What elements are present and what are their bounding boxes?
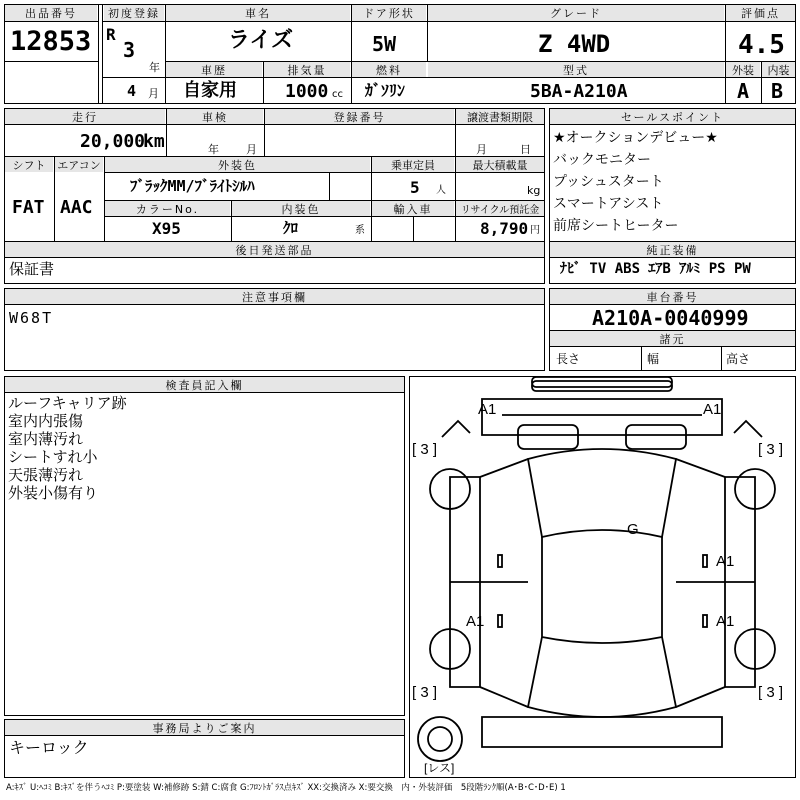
mark-front-left: A1: [478, 401, 497, 418]
recycle-fee-label: リサイクル預託金: [456, 201, 544, 216]
sales-point-item: スマートアシスト: [553, 196, 664, 212]
mark-tire-rear-right: [ 3 ]: [758, 684, 784, 701]
lot-number-value: 12853: [10, 26, 92, 57]
notes-label: 注意事項欄: [5, 289, 544, 304]
inspector-line: ルーフキャリア跡: [8, 394, 127, 412]
specifications-label: 諸元: [550, 331, 795, 346]
mark-left-rear: A1: [466, 613, 485, 630]
sales-point-item: 前席シートヒーター: [553, 218, 679, 234]
notes-value: W68T: [9, 309, 54, 327]
score-label: 評価点: [726, 5, 795, 21]
damage-diagram: [409, 376, 796, 778]
inspector-line: 室内薄汚れ: [8, 430, 84, 448]
equipment-value: ﾅﾋﾞ TV ABS ｴｱB ｱﾙﾐ PS PW: [560, 261, 751, 277]
sales-point-item: バックモニター: [553, 152, 651, 168]
mark-roof: G: [627, 521, 639, 538]
sales-point-item: プッシュスタート: [553, 174, 664, 190]
car-outline-icon: [410, 377, 795, 777]
capacity-unit: 人: [436, 185, 446, 196]
fuel-label: 燃料: [352, 62, 426, 77]
later-parts-value: 保証書: [9, 260, 55, 278]
score-value: 4.5: [738, 30, 785, 60]
aircon-label: エアコン: [55, 157, 103, 172]
month-value: 4: [127, 82, 137, 100]
recycle-fee-value: 8,790: [480, 219, 529, 238]
max-load-unit: kg: [527, 184, 541, 197]
equipment-label: 純正装備: [550, 242, 795, 257]
mark-right-rear: A1: [716, 613, 735, 630]
model-label: 型式: [428, 62, 724, 77]
sales-point-item: ★オークションデビュー★: [553, 130, 718, 146]
inspection-label: 車検: [167, 109, 263, 124]
color-number-value: X95: [152, 219, 181, 238]
exterior-color-label: 外装色: [105, 157, 370, 172]
mark-spare: [レス]: [424, 761, 455, 775]
lot-number-label: 出品番号: [5, 5, 97, 21]
interior-color-unit: 系: [355, 225, 365, 236]
mark-tire-front-left: [ 3 ]: [412, 441, 438, 458]
door-label: ドア形状: [352, 5, 426, 21]
month-unit: 月: [148, 87, 159, 100]
grade-value: Z 4WD: [538, 30, 611, 58]
inspector-line: 室内内張傷: [8, 412, 84, 430]
model-value: 5BA-A210A: [530, 81, 628, 102]
transfer-day-unit: 日: [520, 143, 531, 156]
inspection-year-unit: 年: [208, 143, 219, 156]
inspector-line: 外装小傷有り: [8, 484, 99, 502]
legend-text: A:ｷｽﾞ U:ﾍｺﾐ B:ｷｽﾞを伴うﾍｺﾐ P:要塗装 W:補修跡 S:錆 C:腐食 G:ﾌﾛﾝﾄｶﾞﾗｽ点ｷｽﾞ XX:交換済み X:要交換 内・外装評価 5段階ﾗﾝｸ順(A･B･C･D･E) 1: [6, 783, 566, 793]
office-value: キーロック: [9, 738, 89, 757]
mileage-value: 20,000: [80, 131, 146, 152]
interior-value: B: [771, 79, 784, 103]
history-label: 車歴: [166, 62, 262, 77]
transfer-month-unit: 月: [476, 143, 487, 156]
import-label: 輸入車: [372, 201, 454, 216]
later-parts-label: 後日発送部品: [5, 242, 544, 257]
fuel-value: ｶﾞｿﾘﾝ: [365, 81, 406, 100]
width-label: 幅: [647, 352, 660, 366]
interior-label: 内装: [762, 62, 795, 77]
recycle-fee-unit: 円: [530, 225, 540, 236]
exterior-value: A: [737, 79, 750, 103]
capacity-label: 乗車定員: [372, 157, 454, 172]
chassis-number-label: 車台番号: [550, 289, 795, 304]
interior-color-value: ｸﾛ: [283, 219, 299, 237]
length-label: 長さ: [556, 352, 581, 366]
aircon-value: AAC: [60, 197, 93, 218]
inspection-month-unit: 月: [246, 143, 257, 156]
capacity-value: 5: [410, 178, 420, 197]
height-label: 高さ: [726, 352, 751, 366]
mileage-label: 走行: [5, 109, 165, 124]
mark-front-right: A1: [703, 401, 722, 418]
grade-label: グレード: [428, 5, 724, 21]
interior-color-label: 内装色: [232, 201, 370, 216]
inspector-line: シートすれ小: [8, 448, 98, 466]
car-name-label: 車名: [166, 5, 350, 21]
inspector-line: 天張薄汚れ: [8, 466, 84, 484]
shift-label: シフト: [5, 157, 53, 172]
inspector-label: 検査員記入欄: [5, 377, 404, 392]
transfer-deadline-label: 譲渡書類期限: [456, 109, 544, 124]
color-number-label: カラーNo.: [105, 201, 230, 216]
displacement-unit: cc: [332, 89, 343, 100]
era-value: R: [106, 25, 116, 44]
exterior-color-value: ﾌﾞﾗｯｸMM/ﾌﾞﾗｲﾄｼﾙﾊ: [130, 177, 255, 195]
sales-points-label: セールスポイント: [550, 109, 795, 124]
year-value: 3: [123, 38, 136, 62]
chassis-number-value: A210A-0040999: [592, 306, 749, 330]
registration-number-label: 登録番号: [265, 109, 454, 124]
shift-value: FAT: [12, 197, 45, 218]
max-load-label: 最大積載量: [456, 157, 544, 172]
car-name-value: ライズ: [228, 28, 294, 53]
mark-tire-rear-left: [ 3 ]: [412, 684, 438, 701]
exterior-label: 外装: [726, 62, 760, 77]
mileage-unit: km: [143, 131, 165, 152]
history-value: 自家用: [183, 80, 237, 101]
office-label: 事務局よりご案内: [5, 720, 404, 735]
mark-right-door: A1: [716, 553, 735, 570]
year-unit: 年: [149, 61, 160, 74]
displacement-label: 排気量: [264, 62, 350, 77]
mark-tire-front-right: [ 3 ]: [758, 441, 784, 458]
first-registration-label: 初度登録: [104, 5, 164, 21]
door-value: 5W: [372, 32, 397, 56]
displacement-value: 1000: [285, 81, 329, 102]
